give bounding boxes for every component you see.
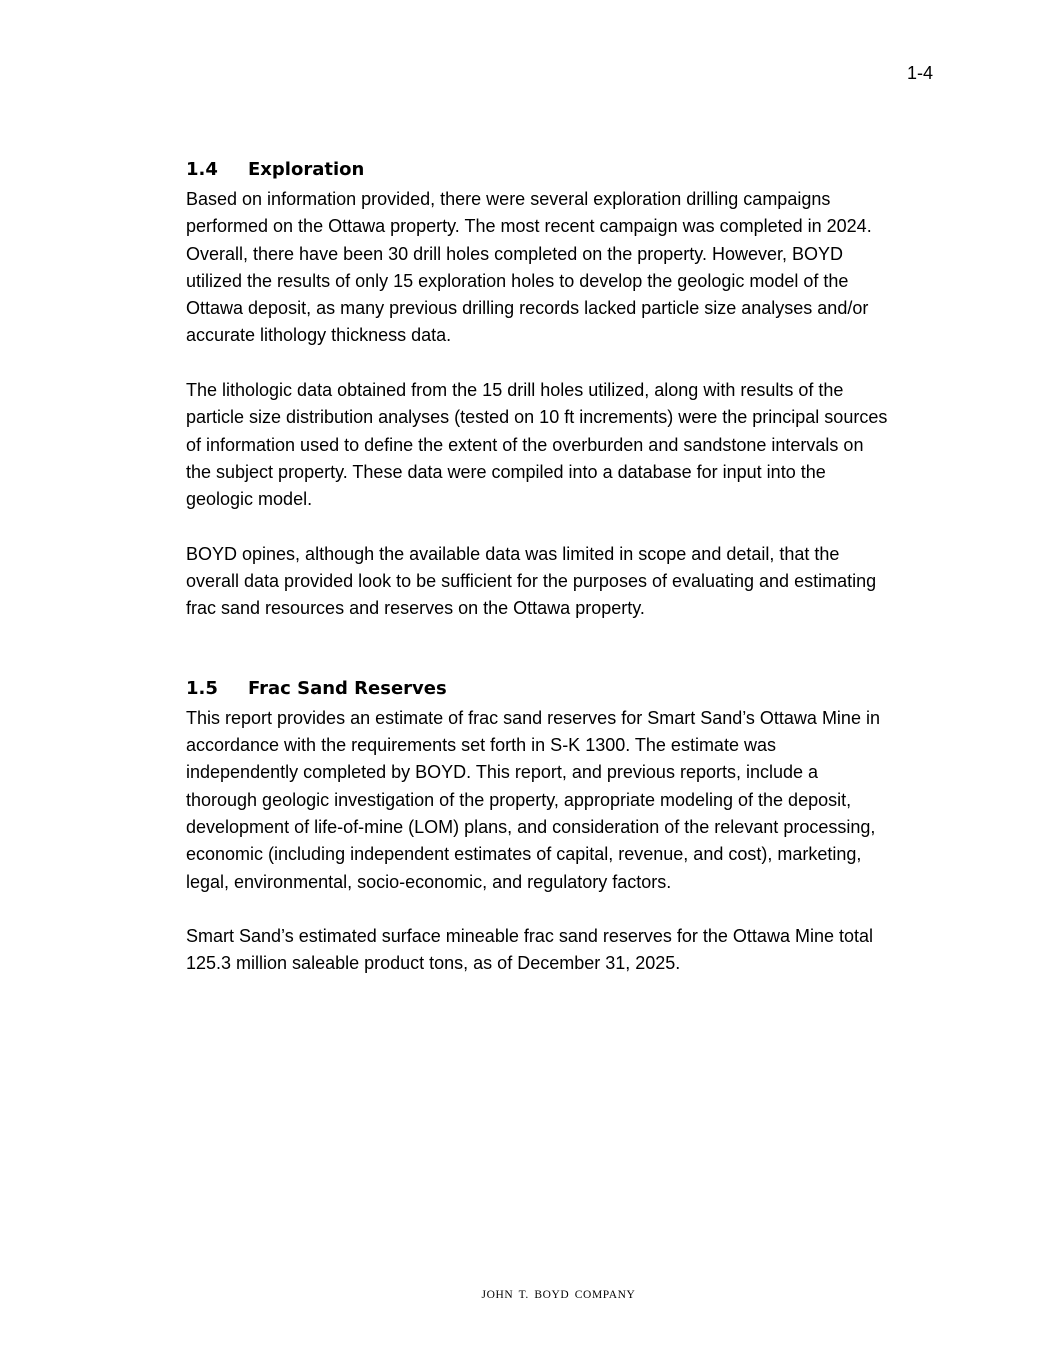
- section-exploration: [186, 156, 936, 623]
- paragraph: This report provides an estimate of frac sand reserves for Smart Sand’s Ottawa Mine in accordance with the requirements set forth in S-K 1300. The estimate was independently completed by BOYD. This report, and previous reports, include a thorough geologic investigation of the property, appropriate modeling of the deposit, development of life-of-mine (LOM) plans, and consideration of the relevant processing, economic (including independent estimates of capital, revenue, and cost), marketing, legal, environmental, socio-economic, and regulatory factors.: [186, 707, 880, 892]
- paragraph: The lithologic data obtained from the 15 drill holes utilized, along with results of the particle size distribution analyses (tested on 10 ft increments) were the principal sources of information used to define the extent of the overburden and sandstone intervals on the subject property. These data were compiled into a database for input into the geologic model.: [186, 380, 888, 510]
- paragraph: Smart Sand’s estimated surface mineable frac sand reserves for the Ottawa Mine total 125.3 million saleable product tons, as of December 31, 2025.: [186, 926, 873, 974]
- footer-company: JOHN T. BOYD COMPANY: [481, 1289, 636, 1301]
- section-title: Exploration: [248, 159, 365, 180]
- document-body: [186, 156, 936, 978]
- section-heading-exploration: [186, 156, 936, 183]
- section-number: 1.5: [186, 677, 218, 699]
- section-title: Frac Sand Reserves: [248, 677, 447, 699]
- page-number: 1-4: [906, 63, 933, 83]
- paragraph: BOYD opines, although the available data was limited in scope and detail, that the overall data provided look to be sufficient for the purposes of evaluating and estimating frac sand resources and reserves on the Ottawa property.: [186, 543, 877, 619]
- paragraph: Based on information provided, there were several exploration drilling campaigns performed on the Ottawa property. The most recent campaign was completed in 2024. Overall, there have been 30 drill holes completed on the property. However, BOYD utilized the results of only 15 exploration holes to develop the geologic model of the Ottawa deposit, as many previous drilling records lacked particle size analyses and/or accurate lithology thickness data.: [186, 189, 872, 346]
- section-frac-sand-reserves: [186, 675, 936, 978]
- section-heading-frac-sand-reserves: [186, 675, 936, 702]
- section-number: 1.4: [186, 159, 218, 180]
